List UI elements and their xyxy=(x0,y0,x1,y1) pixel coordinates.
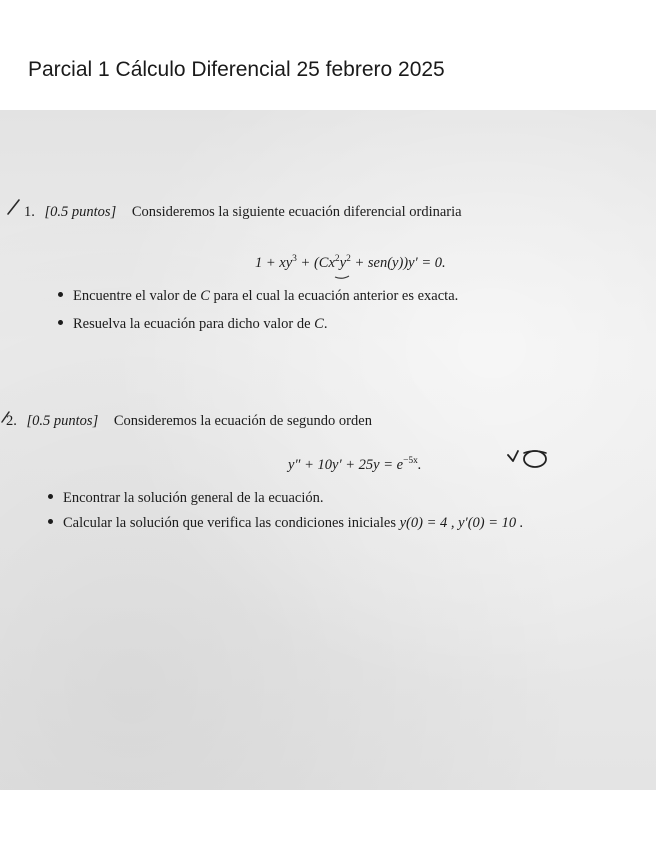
q2-bullet-2-text: Calcular la solución que verifica las condiciones iniciales xyxy=(63,515,400,531)
q1-points: [0.5 puntos] xyxy=(44,204,117,220)
q2-bullet-2-math: y(0) = 4 , y′(0) = 10 . xyxy=(399,515,524,531)
q1-eq-part-c: y xyxy=(339,255,347,271)
q2-equation xyxy=(288,456,422,474)
underline-mark xyxy=(334,274,350,280)
check-mark-q1 xyxy=(6,198,22,216)
q1-eq-sup-b: 2 xyxy=(334,254,340,264)
q2-number: 2. xyxy=(6,413,17,429)
q1-header xyxy=(24,204,462,221)
q1-bullet-2-var: C xyxy=(314,316,324,332)
q2-bullet-1-text: Encontrar la solución general de la ecuación. xyxy=(63,490,324,506)
q1-bullet-2-text-b: . xyxy=(323,316,328,332)
page-title: Parcial 1 Cálculo Diferencial 25 febrero 2025 xyxy=(28,58,445,81)
q1-bullet-1-text-b: para el cual la ecuación anterior es exacta. xyxy=(209,288,459,304)
q2-points: [0.5 puntos] xyxy=(26,413,99,429)
q1-eq-part-b: + (Cx xyxy=(296,255,335,271)
q1-bullet-1-var: C xyxy=(200,288,210,304)
q1-bullet-2-text-a: Resuelva la ecuación para dicho valor de xyxy=(73,316,315,332)
q1-bullet-1-text-a: Encuentre el valor de xyxy=(73,288,201,304)
q2-prompt: Consideremos la ecuación de segundo orden xyxy=(113,413,372,429)
q1-eq-part-d: + sen(y))y′ = 0. xyxy=(350,255,446,271)
bullet-dot xyxy=(48,494,53,499)
q1-number: 1. xyxy=(24,204,35,220)
q1-bullet-2 xyxy=(58,316,327,333)
q2-eq-part-b: . xyxy=(417,457,422,473)
q2-eq-part-a: y″ + 10y′ + 25y = e xyxy=(288,457,404,473)
q1-prompt: Consideremos la siguiente ecuación diferencial ordinaria xyxy=(131,204,462,220)
bullet-dot xyxy=(48,519,53,524)
bullet-dot xyxy=(58,320,63,325)
q2-bullet-2 xyxy=(48,515,523,532)
q2-eq-sup-a: −5x xyxy=(403,456,418,466)
q1-eq-sup-a: 3 xyxy=(292,254,297,264)
q1-eq-sup-c: 2 xyxy=(346,254,351,264)
q1-eq-part-a: 1 + xy xyxy=(255,255,293,271)
exam-photo xyxy=(0,110,656,790)
q2-header xyxy=(6,413,372,430)
q1-equation xyxy=(255,254,446,272)
handwritten-grade-mark xyxy=(506,446,550,470)
q2-bullet-1 xyxy=(48,490,323,507)
bullet-dot xyxy=(58,292,63,297)
q1-bullet-1 xyxy=(58,288,458,305)
